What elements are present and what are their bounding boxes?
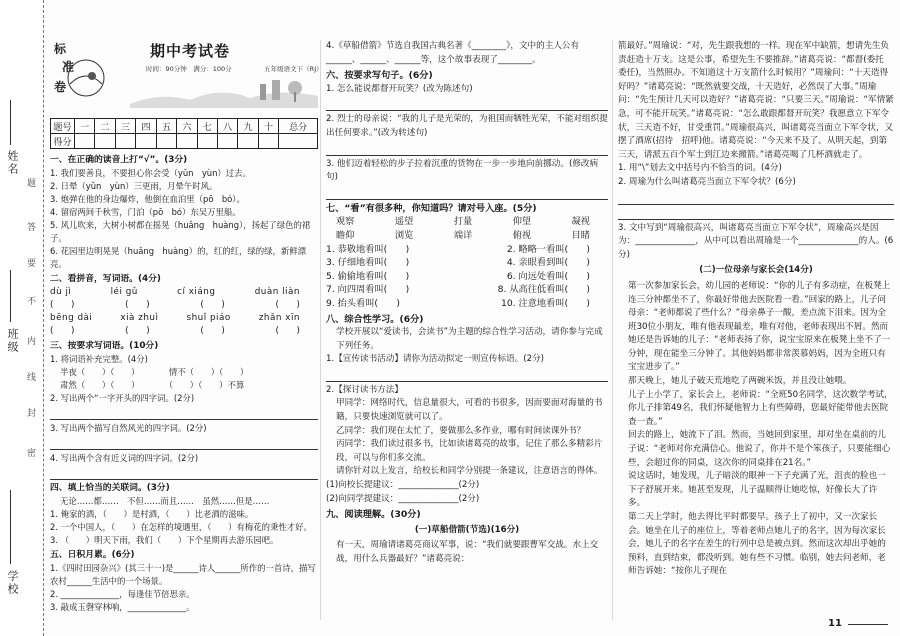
paragraph: 丙同学：我们读过很多书，比如读诸葛亮的故事，记住了那么多精彩片段，可以与你们多交流。 [336,439,603,463]
answer-line[interactable] [50,437,318,450]
question: 3. 文中写到“周瑜很高兴，叫诸葛亮当面立下军令状”，周瑜高兴是因为：______________，从中可以看出周瑜是一个______________的人。(6分) [618,222,894,260]
pinyin: duàn liàn [254,287,300,297]
paragraph: 箭最好。”周瑜说：“对，先生跟我想的一样。现在军中缺箭，想请先生负责赶造十万支。这是公事，希望先生不要推辞。”诸葛亮说：“都督(委托 委任)，当然照办。不知道这十万支箭什么时候用？”周瑜问：“十天造得好吗？”诸葛亮说：“既然就要交战，十天造好，必然误了大事。”周瑜问：“先生预计几天可以造好？”诸葛亮说：“只要三天。”周瑜说：“军情紧急，可不能开玩笑。”诸葛亮说：“怎么敢跟都督开玩笑？我愿意立下军令状，三天造不好，甘受重罚。”周瑜很高兴，叫诸葛亮当面立下军令状，又摆了酒席(招待 招呼)他。诸葛亮说：“今天来不及了。从明天起，到第三天，请派五百个军士到江边来搬箭。”诸葛亮喝了几杯酒就走了。 [618,41,894,160]
question: 1. 我们要善良，不要担心你会受（yǔn yùn）过去。 [50,168,251,178]
question: 2. 一个中国人，（ ）在怎样的境遇里，（ ）有梅花的秉性才好。 [50,522,312,532]
match-row [326,283,608,297]
pinyin: cí xiáng [177,287,216,297]
seal-char: 封 [25,408,35,417]
pinyin-row [50,312,318,325]
seal-char: 线 [25,372,35,381]
table-cell: 二 [95,119,115,134]
seal-char: 题 [25,178,35,187]
question: 3. （ ）明天下雨，我们（ ）下个星期再去游乐园吧。 [50,535,279,545]
score-input[interactable] [197,134,217,149]
column-divider [320,40,321,620]
word-option: 浏览 [394,229,414,241]
score-input[interactable] [258,134,278,149]
table-cell: 七 [197,119,217,134]
question: 1.《四时田园杂兴》(其三十一)是______诗人______所作的一首诗，描写农村______生活中的一个场景。 [50,563,316,586]
table-cell: 一 [75,119,95,134]
table-row [51,134,318,149]
school-line [10,490,11,564]
logo-char: 卷 [54,80,67,94]
word-options-row [326,229,608,243]
answer-line[interactable] [618,207,894,220]
section-title: 四、填上恰当的关联词。(3分) [50,483,170,493]
question: 1. 用“\”划去文中括号内不恰当的词。(4分) [618,163,782,174]
pinyin: xià zhuì [120,313,159,323]
word-option: 遥望 [394,216,414,228]
section-title: 二、看拼音，写词语。(4分) [50,274,161,284]
exam-meta: 时间：90分钟 满分：100分 五年级语文下（RJ） [146,65,323,73]
question: 3. 他们迈着轻松的步子拉着沉重的货物在一步一步地向前挪动。(修改病句) [326,158,599,183]
passage-title: (二)一位母亲与家长会(14分) [699,265,813,276]
column-divider [612,40,613,620]
paragraph: 第二天上学时，他去得比平时都要早。孩子上了初中，又一次家长会。她坐在儿子的座位上，等着老师点她儿子的名字，因为每次家长会，她儿子的名字在差生的行列中总是被点到。然而这次却出乎她的预料，直到结束，都没听到。她有些不习惯。临别，她去问老师，老师告诉她：“按你儿子现在 [628,512,886,577]
pinyin: dù jì [50,287,72,297]
question: 半夜（ ）（ ） 情不（ ）（ ） [60,367,249,377]
match-item[interactable]: 1. 恭敬地看叫( ) [326,243,410,255]
section-title: 一、在正确的读音上打“√”。(3分) [50,155,188,165]
column-3 [618,40,894,579]
question: 2. 日晕（yǔn yùn）三更雨，月晕午时风。 [50,181,218,191]
question: 4. 留宿两间千秋雪，门泊（pō bó）东吴万里船。 [50,207,241,217]
score-input[interactable] [279,134,318,149]
pinyin-row [50,286,318,299]
question: 3. 敲成玉磬穿林响，______________。 [50,602,195,612]
pinyin: shuǐ piáo [186,313,231,323]
question[interactable]: (2)向同学提建议：______________(2分) [326,493,480,504]
match-item[interactable]: 5. 偷偷地看叫( ) [326,270,410,282]
paragraph: 说这话时，她发现，儿子暗淡的眼神一下子充满了光，沮丧的脸也一下子舒展开来。她甚至发现，儿子温顺得让她吃惊，好像长大了许多。 [628,471,886,509]
answer-line[interactable] [326,369,608,382]
match-item[interactable]: 10. 注意地看叫( ) [500,297,590,309]
question: 2. 写出两个“一字开头的四字词。(2分) [50,393,195,403]
score-input[interactable] [177,134,197,149]
question: 1. 俺家的酒，（ ）是村酒，（ ）比老酒的滋味。 [50,509,254,519]
pinyin: zhǎn xīn [258,313,300,323]
table-cell: 五 [156,119,176,134]
match-row [326,297,608,311]
paragraph: 甲同学：网络时代，信息量很大，可看的书很多，因而要面对海量的书籍，只要快速浏览就可以了。 [336,398,603,423]
table-cell: 总分 [279,119,318,134]
match-item[interactable]: 7. 向四周看叫( ) [326,284,410,296]
column-2 [326,40,608,567]
match-item[interactable]: 3. 仔细地看叫( ) [326,257,410,269]
paragraph: 请你针对以上发言，给校长和同学分别提一条建议，注意语言的得体。 [336,466,603,477]
answer-line[interactable] [326,187,608,200]
answer-line[interactable] [326,143,608,156]
exam-header [50,34,323,112]
paragraph: 有一天，周瑜请诸葛亮商议军事，说：“我们就要跟曹军交战。水上交战，用什么兵器最好？”诸葛亮说： [336,540,599,564]
table-cell: 得分 [51,134,75,149]
word-option: 端详 [453,229,473,241]
match-item[interactable]: 8. 从高往低看叫( ) [497,284,590,296]
seal-char: 内 [25,336,35,345]
class-line [10,270,11,322]
paragraph: 儿子上小学了，家长会上，老师说：“全班50名同学，这次数学考试，你儿子排第49名，我们怀疑他智力上有些障碍，您最好能带他去医院查一查。” [628,389,893,427]
match-row [326,256,608,270]
question: 2.【探讨读书方法】 [326,384,403,395]
page-number: 11 [828,618,842,629]
binding-strip [0,0,44,636]
seal-char: 答 [25,222,35,231]
seal-char: 不 [25,296,35,305]
question: 3. 写出两个描写自然风光的四字词。(2分) [50,423,207,433]
passage-title: (一)草船借箭(节选)(16分) [414,524,520,535]
table-cell: 八 [217,119,237,134]
answer-line[interactable] [326,98,608,111]
question: 2. 烈士的母亲说：“我的儿子是光荣的，为祖国而牺牲光荣，不能对组织提出任何要求。”(改为转述句) [326,114,608,138]
question: 4. 写出两个含有近义词的四字词。(2分) [50,453,199,463]
table-cell: 十 [258,119,278,134]
table-cell: 题号 [51,119,75,134]
logo-char: 准 [62,60,75,74]
word-option: 观察 [336,216,355,228]
name-line [10,100,11,145]
table-cell: 九 [238,119,258,134]
table-cell: 六 [177,119,197,134]
score-input[interactable] [95,134,115,149]
question: 3. 炮弹在他的身边爆炸，他倒在血泊里（pō bó）。 [50,194,245,204]
paragraph: 乙同学：我们现在太忙了，要做那么多作业，哪有时间读课外书？ [336,425,586,436]
match-row [326,243,608,257]
section-title: 三、按要求写词语。(10分) [50,341,159,351]
logo-char: 标 [54,42,67,56]
answer-line[interactable] [618,192,894,205]
column-1 [50,152,318,614]
pinyin: léi gǔ [110,287,138,297]
section-title: 五、日积月累。(6分) [50,550,135,560]
question: 1.【宣传读书活动】请你为活动拟定一则宣传标语。(2分) [326,354,545,365]
answer-box-row[interactable]: ( ) ( ) ( ) ( ) [50,326,300,336]
table-row [51,119,318,134]
seal-char: 要 [25,258,35,267]
score-input[interactable] [238,134,258,149]
section-title: 七、“看”有很多种，你知道吗？请对号入座。(5分) [326,202,537,214]
word-option: 瞻仰 [336,229,355,241]
section-title: 八、综合性学习。(6分) [326,313,424,325]
scenery-decoration-icon [130,74,318,108]
question: 6. 花园里边明晃晃（huǎng huàng）的，红的红，绿的绿，新鲜漂亮。 [50,246,307,269]
question: 5. 风儿吹来，大树小树都在摇晃（huǎng huàng），扬起了绿色的裙子。 [50,220,311,243]
word-options-row [326,215,608,229]
question: 2. 周瑜为什么叫诸葛亮当面立下军令状？(6分) [618,176,796,187]
match-item[interactable]: 6. 向远处看叫( ) [506,270,590,282]
answer-line[interactable] [50,407,318,420]
question: 1. 将词语补充完整。(4分) [50,354,148,364]
paragraph: 回去的路上，她流下了泪。然而，当她回到家里，却对坐在桌前的儿子说：“老师对你充满信心。他说了，你并不是个笨孩子，只要能细心些，会超过你的同桌，这次你的同桌排在21名。” [628,430,891,468]
name-label: 姓名 [6,150,19,176]
score-table [50,118,318,149]
school-label: 学校 [6,570,19,596]
match-item[interactable]: 2. 略略一看叫( ) [506,243,590,255]
word-option: 凝视 [571,216,590,228]
question: 2. ______________，每逢佳节倍思亲。 [50,589,195,599]
question: 4.《草船借箭》节选自我国古典名著《________》，文中的主人公有______、______、______等，这个故事表现了________。 [326,41,580,65]
table-cell: 四 [136,119,156,134]
paragraph: 学校开展以“爱读书，会读书”为主题的综合性学习活动，请你参与完成下列任务。 [336,327,603,351]
page-title: 期中考试卷 [150,42,231,60]
question: 肃然（ ）（ ） （ ）（ ）不算 [60,380,245,390]
score-input[interactable] [217,134,237,149]
answer-line[interactable] [50,467,318,480]
seal-char: 密 [25,448,35,457]
table-cell: 三 [115,119,135,134]
section-title: 九、阅读理解。(30分) [326,509,421,521]
word-option: 俯视 [512,229,532,241]
match-item[interactable]: 4. 亲眼看到叫( ) [506,257,590,269]
word-option: 仰望 [512,216,532,228]
question: 1. 怎么能说都督开玩笑？(改为陈述句) [326,83,473,94]
match-row [326,270,608,284]
paragraph: 第一次参加家长会，幼儿园的老师说：“你的儿子有多动症，在板凳上连三分钟都坐不了，你最好带他去医院看一看。”回家的路上，儿子问母亲：“老师都说了些什么？”母亲鼻子一酸，差点流下泪来。因为全班30位小朋友，唯有他表现最差，唯有对他，老师表现出不屑。然而她还是告诉她的儿子：“老师表扬了你，说宝宝原来在板凳上坐不了一分钟，现在能坐三分钟了。其他妈妈都非常羡慕妈妈，因为全班只有宝宝进步了。” [628,280,891,373]
score-input[interactable] [156,134,176,149]
score-input[interactable] [75,134,95,149]
class-label: 班级 [6,328,19,354]
question[interactable]: (1)向校长提建议：______________(2分) [326,480,480,491]
word-option: 目睹 [571,229,590,241]
match-item[interactable]: 9. 抬头看叫( ) [326,297,400,309]
paragraph: 那天晚上，她儿子破天荒地吃了两碗米饭，并且没让她喂。 [628,376,852,387]
pinyin: bēng dài [50,313,93,323]
score-input[interactable] [136,134,156,149]
score-input[interactable] [115,134,135,149]
word-option: 打量 [453,216,473,228]
section-title: 六、按要求写句子。(6分) [326,70,433,82]
standard-paper-logo [50,38,120,104]
answer-box-row[interactable]: ( ) ( ) ( ) ( ) [50,300,300,310]
conjunction-options: 无论……都…… 不但……而且…… 虽然……但是…… [60,496,270,506]
